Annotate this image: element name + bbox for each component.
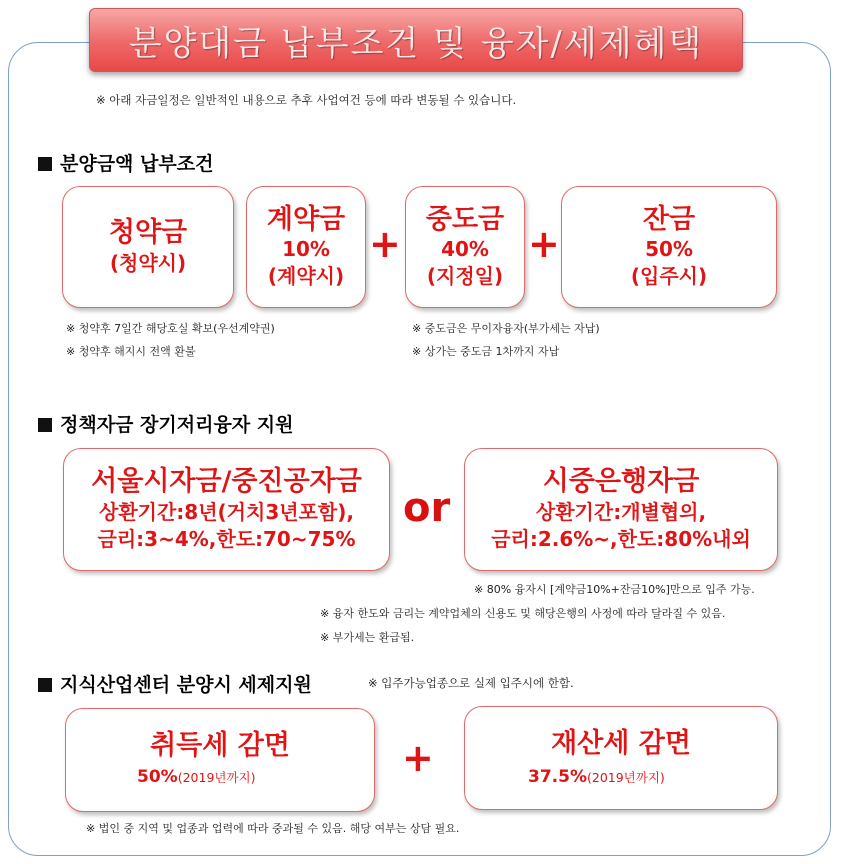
card-line: (청약시) bbox=[109, 250, 187, 275]
card-interim-payment bbox=[405, 186, 525, 308]
card-contract-fee bbox=[246, 186, 366, 308]
payment-note: ※ 중도금은 무이자융자(부가세는 자납) bbox=[412, 322, 600, 335]
card-title: 잔금 bbox=[642, 203, 696, 235]
card-subscription-fee bbox=[62, 186, 234, 308]
loan-note: ※ 융자 한도와 금리는 계약업체의 신용도 및 해당은행의 사정에 따라 달라질 수 있음. bbox=[320, 607, 726, 620]
page-title: 분양대금 납부조건 및 융자/세제혜택 bbox=[128, 23, 704, 64]
card-line: (계약시) bbox=[267, 264, 345, 289]
tax-rate-property bbox=[528, 767, 665, 787]
card-title: 재산세 감면 bbox=[551, 728, 691, 759]
square-bullet-icon bbox=[38, 157, 52, 171]
square-bullet-icon bbox=[38, 418, 52, 432]
plus-icon: + bbox=[369, 222, 401, 266]
card-percent: 40% bbox=[441, 237, 489, 262]
card-title: 청약금 bbox=[108, 217, 188, 249]
card-balance bbox=[561, 186, 777, 308]
tax-rate: 37.5% bbox=[528, 767, 587, 787]
card-public-fund bbox=[63, 448, 390, 571]
card-title: 서울시자금/중진공자금 bbox=[91, 466, 362, 498]
payment-note: ※ 상가는 중도금 1차까지 자납 bbox=[412, 345, 560, 358]
card-line: 금리:2.6%~,한도:80%내외 bbox=[491, 526, 751, 551]
tax-period: (2019년까지) bbox=[586, 770, 665, 785]
notice-text: ※ 아래 자금일정은 일반적인 내용으로 추후 사업여건 등에 따라 변동될 수 있습니다. bbox=[96, 93, 517, 107]
plus-icon: + bbox=[528, 222, 560, 266]
card-line: (입주시) bbox=[630, 264, 708, 289]
tax-period: (2019년까지) bbox=[177, 770, 256, 785]
tax-note: ※ 법인 중 지역 및 업종과 업력에 따라 중과될 수 있음. 해당 여부는 상담 필요. bbox=[86, 822, 460, 835]
card-bank-fund bbox=[464, 448, 778, 571]
section-heading-payment bbox=[38, 149, 213, 176]
section-heading-label: 분양금액 납부조건 bbox=[60, 153, 214, 175]
section-heading-label: 지식산업센터 분양시 세제지원 bbox=[60, 674, 312, 696]
square-bullet-icon bbox=[38, 678, 52, 692]
section-heading-tax bbox=[38, 670, 312, 697]
card-line: 금리:3~4%,한도:70~75% bbox=[97, 526, 356, 551]
or-label: or bbox=[403, 485, 451, 531]
card-property-tax bbox=[464, 706, 778, 810]
section-heading-label: 정책자금 장기저리융자 지원 bbox=[60, 414, 294, 436]
plus-icon: + bbox=[402, 736, 434, 780]
loan-note: ※ 부가세는 환급됨. bbox=[320, 631, 415, 644]
loan-note: ※ 80% 융자시 [계약금10%+잔금10%]만으로 입주 가능. bbox=[474, 583, 755, 596]
card-title: 계약금 bbox=[266, 203, 346, 235]
tax-heading-note: ※ 입주가능업종으로 실제 입주시에 한함. bbox=[368, 676, 574, 690]
card-percent: 10% bbox=[282, 237, 330, 262]
tax-rate: 50% bbox=[137, 767, 178, 787]
title-banner bbox=[89, 8, 743, 72]
card-percent: 50% bbox=[645, 237, 693, 262]
payment-note: ※ 청약후 해지시 전액 환불 bbox=[66, 345, 196, 358]
card-line: (지정일) bbox=[426, 264, 504, 289]
card-title: 시중은행자금 bbox=[542, 466, 700, 498]
card-title: 중도금 bbox=[425, 203, 505, 235]
tax-rate-acquisition bbox=[137, 767, 256, 787]
section-heading-loan bbox=[38, 410, 293, 437]
card-line: 상환기간:8년(거치3년포함), bbox=[99, 499, 354, 524]
card-acquisition-tax bbox=[65, 708, 375, 812]
card-line: 상환기간:개별협의, bbox=[535, 499, 707, 524]
card-title: 취득세 감면 bbox=[150, 730, 290, 761]
payment-note: ※ 청약후 7일간 해당호실 확보(우선계약권) bbox=[66, 322, 275, 335]
